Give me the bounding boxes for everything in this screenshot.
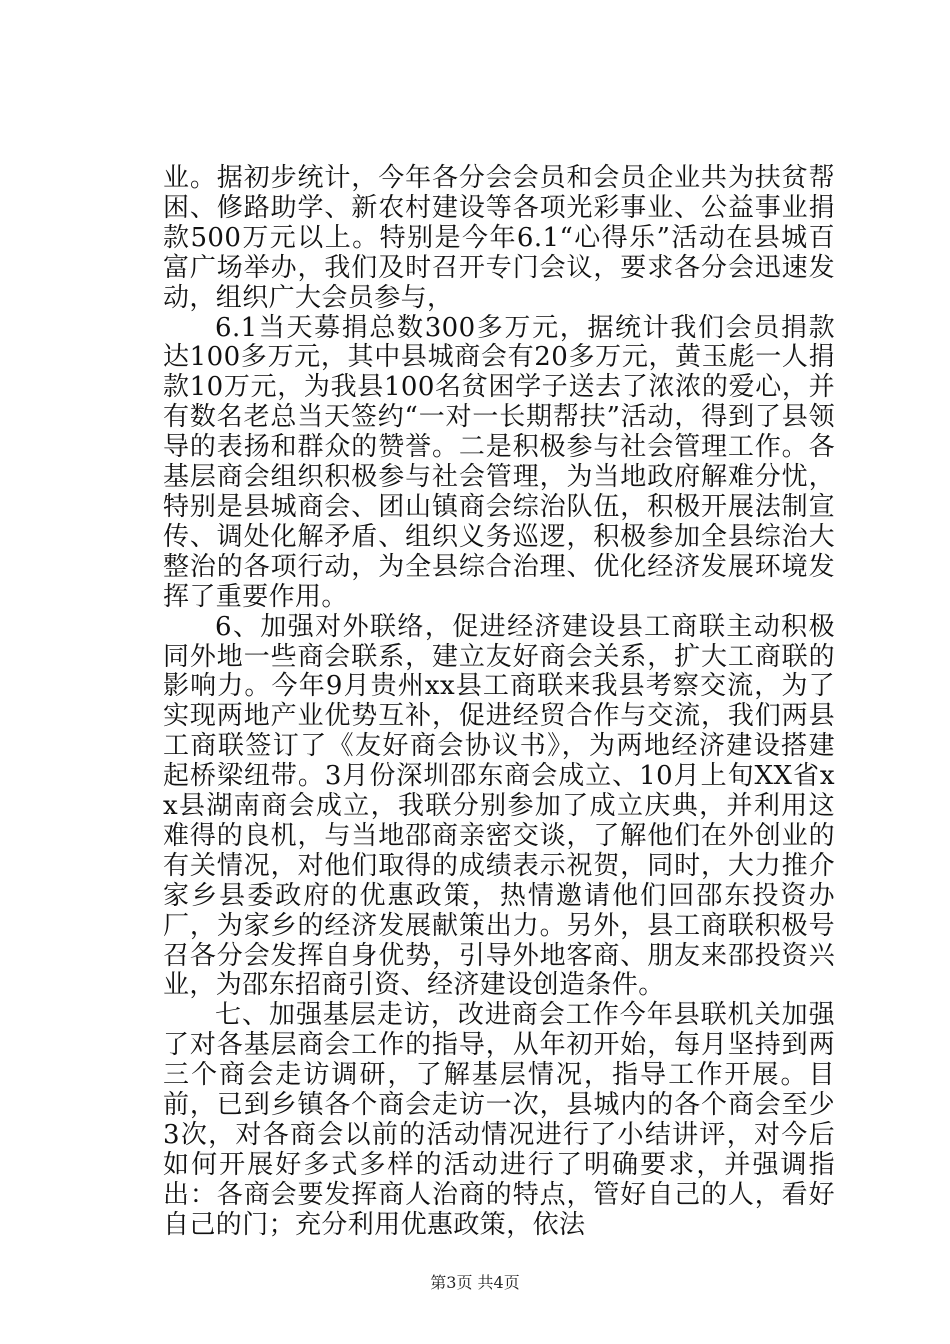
paragraph-3: 6、加强对外联络，促进经济建设县工商联主动积极同外地一些商会联系，建立友好商会关系，扩大工商联的影响力。今年9月贵州xx县工商联来我县考察交流，为了实现两地产业优势互补，促进经贸合作与交流，我们两县工商联签订了《友好商会协议书》，为两地经济建设搭建起桥梁纽带。3月份深圳邵东商会成立、10月上旬XX省xx县湖南商会成立，我联分别参加了成立庆典，并利用这难得的良机，与当地邵商亲密交谈，了解他们在外创业的有关情况，对他们取得的成绩表示祝贺，同时，大力推介家乡县委政府的优惠政策，热情邀请他们回邵东投资办厂，为家乡的经济发展献策出力。另外，县工商联积极号召各分会发挥自身优势，引导外地客商、朋友来邵投资兴业，为邵东招商引资、经济建设创造条件。: [163, 611, 835, 1001]
page-footer: 第3页 共4页: [430, 1273, 520, 1292]
paragraph-1: 业。据初步统计，今年各分会会员和会员企业共为扶贫帮困、修路助学、新农村建设等各项光彩事业、公益事业捐款500万元以上。特别是今年6.1“心得乐”活动在县城百富广场举办，我们及时召开专门会议，要求各分会迅速发动，组织广大会员参与，: [163, 163, 835, 313]
paragraph-2: 6.1当天募捐总数300多万元，据统计我们会员捐款达100多万元，其中县城商会有20多万元，黄玉彪一人捐款10万元，为我县100名贫困学子送去了浓浓的爱心，并有数名老总当天签约“一对一长期帮扶”活动，得到了县领导的表扬和群众的赞誉。二是积极参与社会管理工作。各基层商会组织积极参与社会管理，为当地政府解难分忧，特别是县城商会、团山镇商会综治队伍，积极开展法制宣传、调处化解矛盾、组织义务巡逻，积极参加全县综治大整治的各项行动，为全县综合治理、优化经济发展环境发挥了重要作用。: [163, 312, 835, 612]
body-text: [163, 164, 835, 1241]
paragraph-4: 七、加强基层走访，改进商会工作今年县联机关加强了对各基层商会工作的指导，从年初开始，每月坚持到两三个商会走访调研，了解基层情况，指导工作开展。目前，已到乡镇各个商会走访一次，县城内的各个商会至少3次，对各商会以前的活动情况进行了小结讲评，对今后如何开展好多式多样的活动进行了明确要求，并强调指出：各商会要发挥商人治商的特点，管好自己的人，看好自己的门；充分利用优惠政策，依法: [163, 1000, 835, 1240]
